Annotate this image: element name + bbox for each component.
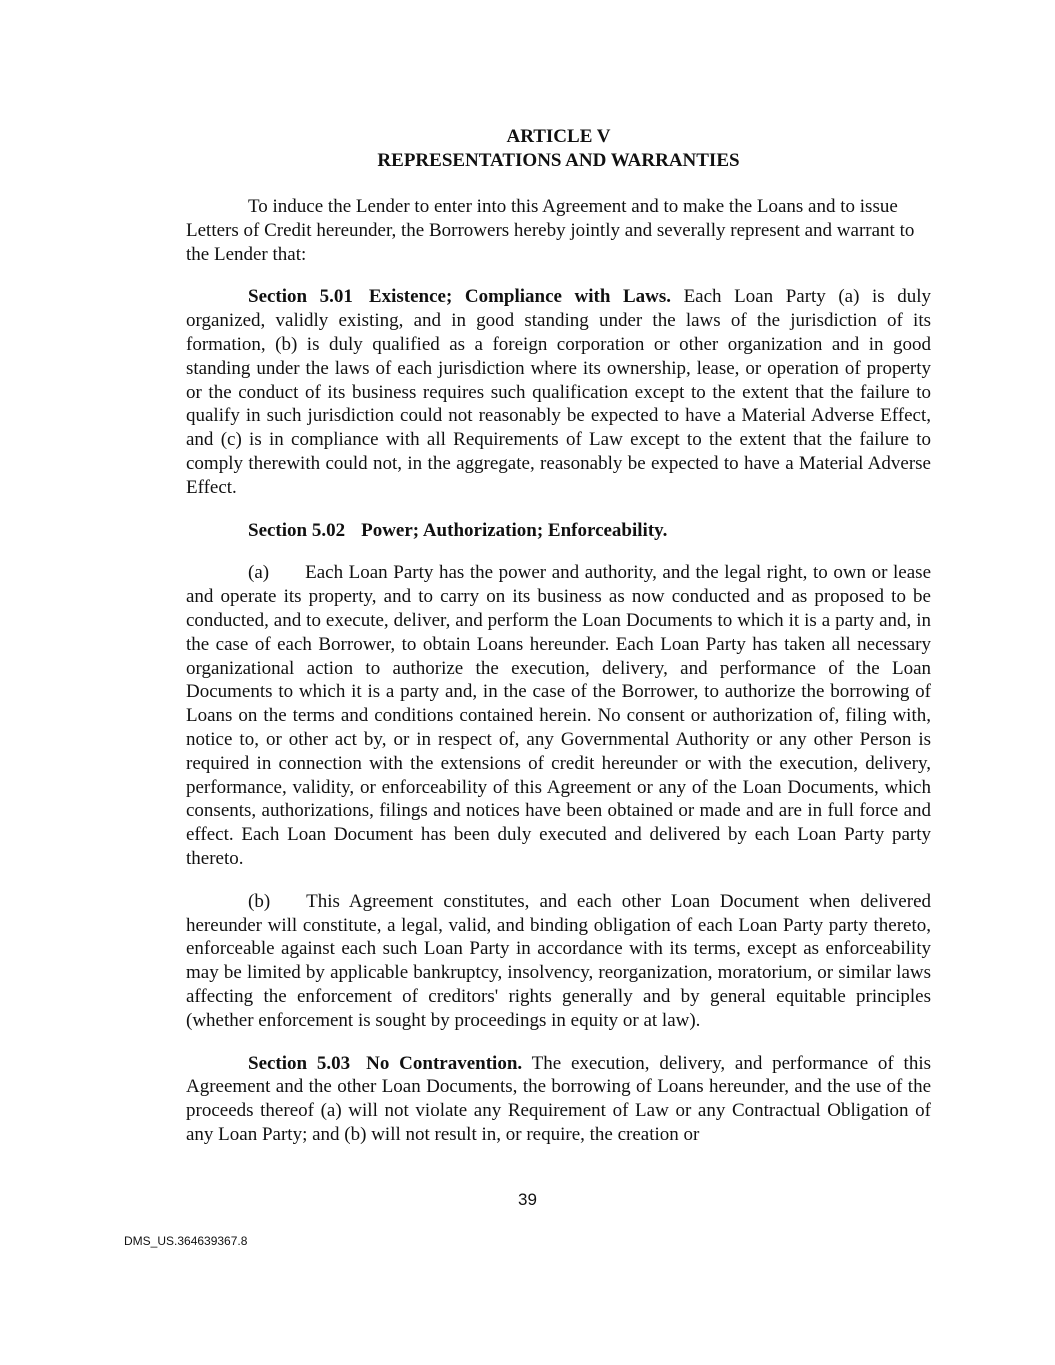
section-5-01-number: Section 5.01 [248,286,353,308]
section-5-01-heading: Existence; Compliance with Laws. [368,286,671,308]
section-5-01-text: Each Loan Party (a) is duly organized, validly existing, and in good standing under the laws of the jurisdiction of its formation, (b) is duly qualified as a foreign corporation or other organization and in good standing under the laws of each jurisdiction where its ownership, lease, or operation of property or the conduct of its business requires such qualification except to the extent that the failure to qualify in such jurisdiction could not reasonably be expected to have a Material Adverse Effect, and (c) is in compliance with all Requirements of Law except to the extent that the failure to comply therewith could not, in the aggregate, reasonably be expected to have a Material Adverse Effect. [186,286,932,498]
article-title: REPRESENTATIONS AND WARRANTIES [377,150,740,171]
section-5-02 [186,519,931,543]
section-5-03-number: Section 5.03 [248,1052,351,1074]
section-5-03 [186,1052,931,1147]
article-heading [186,125,931,173]
section-5-02-a [186,561,931,870]
section-5-02-b-label: (b) [248,890,271,912]
intro-paragraph [186,195,931,266]
section-5-02-a-label: (a) [248,562,270,584]
page-number: 39 [518,1190,537,1209]
section-5-03-text: The execution, delivery, and performance of this Agreement and the other Loan Documents, the borrowing of Loans hereunder, and the use of the proceeds thereof (a) will not violate any Requirement of Law or any Contractual Obligation of any Loan Party; and (b) will not result in, or require, the creation or [186,1052,931,1145]
intro-text: To induce the Lender to enter into this Agreement and to make the Loans and to issue Letters of Credit hereunder, the Borrowers hereby jointly and severally represent and warrant to the Lender that: [186,196,915,265]
section-5-01 [186,285,931,499]
article-number: ARTICLE V [506,126,611,147]
section-5-02-number: Section 5.02 [248,519,346,541]
section-5-03-heading: No Contravention. [366,1052,523,1074]
section-5-02-b-text: This Agreement constitutes, and each other Loan Document when delivered hereunder will constitute, a legal, valid, and binding obligation of each Loan Party party thereto, enforceable against each such Loan Party in accordance with its terms, except as enforceability may be limited by applicable bankruptcy, insolvency, reorganization, moratorium, or similar laws affecting the enforcement of creditors' rights generally and by general equitable principles (whether enforcement is sought by proceedings in equity or at law). [186,890,931,1031]
section-5-02-b [186,890,931,1033]
section-5-02-a-text: Each Loan Party has the power and authority, and the legal right, to own or lease and operate its property, and to carry on its business as now conducted and as proposed to be conducted, and to execute, deliver, and perform the Loan Documents to which it is a party and, in the case of each Borrower, to obtain Loans hereunder. Each Loan Party has taken all necessary organizational action to authorize the execution, delivery, and performance of the Loan Documents to which it is a party and, in the case of the Borrower, to authorize the borrowing of Loans on the terms and conditions contained herein. No consent or authorization of, filing with, notice to, or other act by, or in respect of, any Governmental Authority or any other Person is required in connection with the extensions of credit hereunder or with the execution, delivery, performance, validity, or enforceability of this Agreement or any of the Loan Documents, which consents, authorizations, filings and notices have been obtained or made and are in full force and effect. Each Loan Document has been duly executed and delivered by each Loan Party party thereto. [186,562,931,869]
document-id: DMS_US.364639367.8 [124,1234,248,1248]
section-5-02-heading: Power; Authorization; Enforceability. [361,519,668,541]
page-body [186,125,931,1166]
